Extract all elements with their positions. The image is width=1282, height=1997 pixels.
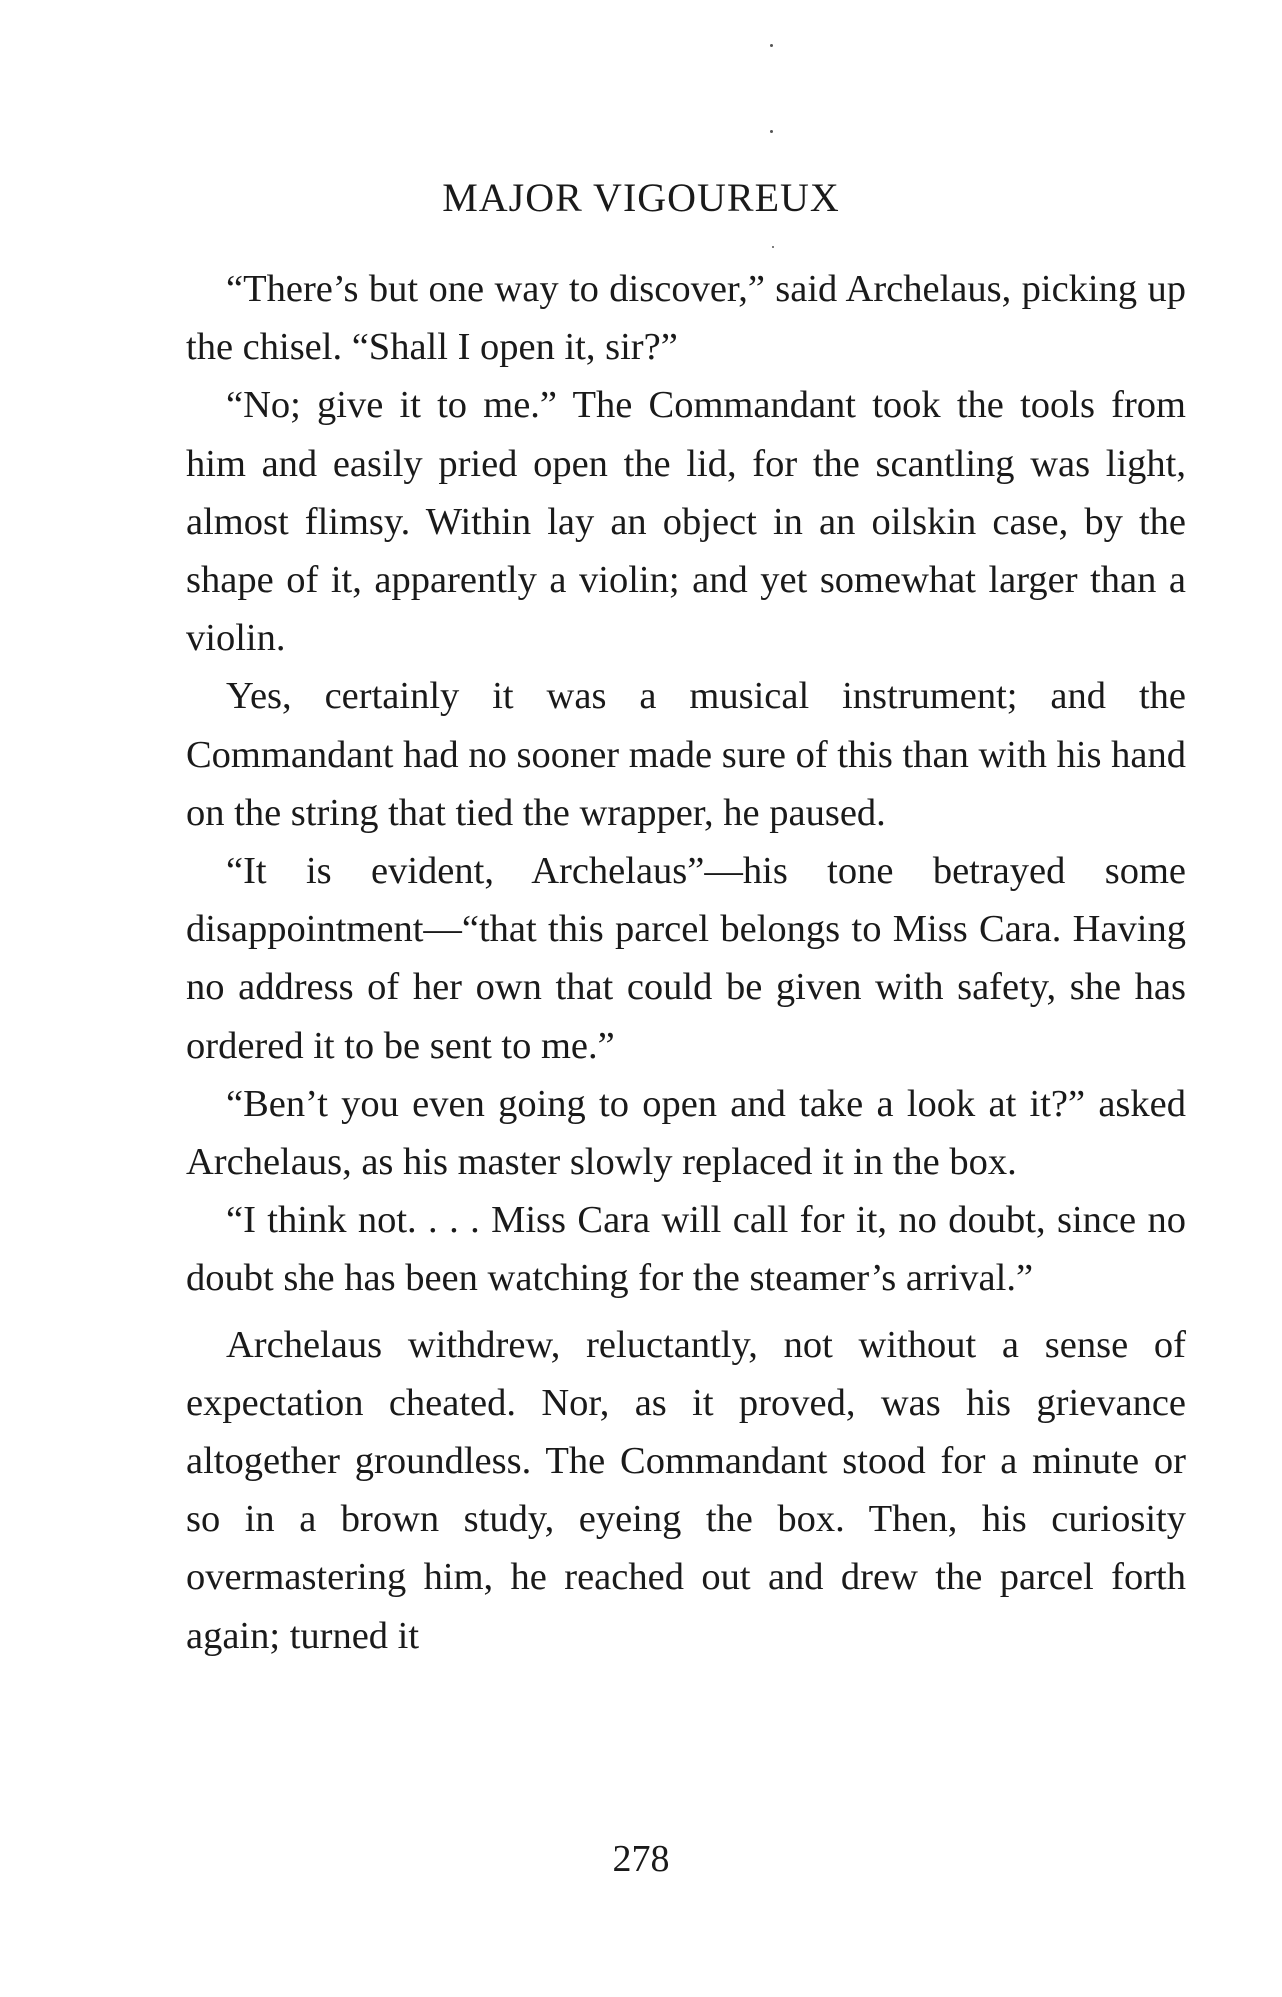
page-number: 278 <box>612 1838 670 1880</box>
paragraph: Archelaus withdrew, reluctantly, not without a sense of expectation cheated. Nor, as it proved, was his grievance altogether groundless. The Commandant stood for a minute or so in a brown study, eyeing the box. Then, his curiosity overmastering him, he reached out and drew the parcel forth again; turned it <box>186 1323 1186 1657</box>
paragraph: “I think not. . . . Miss Cara will call for it, no doubt, since no doubt she has been watching for the steamer’s arrival.” <box>186 1199 1186 1300</box>
running-head: MAJOR VIGOUREUX <box>442 175 840 220</box>
paragraph: “It is evident, Archelaus”—his tone betrayed some disappointment—“that this parcel belongs to Miss Cara. Having no address of her own that could be given with safety, she has ordered it to be sent to me.” <box>186 850 1186 1067</box>
paragraph: “Ben’t you even going to open and take a look at it?” asked Archelaus, as his master slowly replaced it in the box. <box>186 1082 1186 1184</box>
paragraph: “No; give it to me.” The Commandant took the tools from him and easily pried open the lid, for the scantling was light, almost flimsy. Within lay an object in an oilskin case, by the shape of it, apparently a violin; and yet somewhat larger than a violin. <box>186 384 1186 660</box>
print-speck <box>770 44 773 47</box>
print-speck <box>772 246 774 248</box>
paragraph: Yes, certainly it was a musical instrument; and the Commandant had no sooner made sure of this than with his hand on the string that tied the wrapper, he paused. <box>186 675 1186 834</box>
body-text <box>186 260 1186 1665</box>
print-speck <box>770 130 773 133</box>
paragraph: “There’s but one way to discover,” said Archelaus, picking up the chisel. “Shall I open it, sir?” <box>186 268 1186 369</box>
